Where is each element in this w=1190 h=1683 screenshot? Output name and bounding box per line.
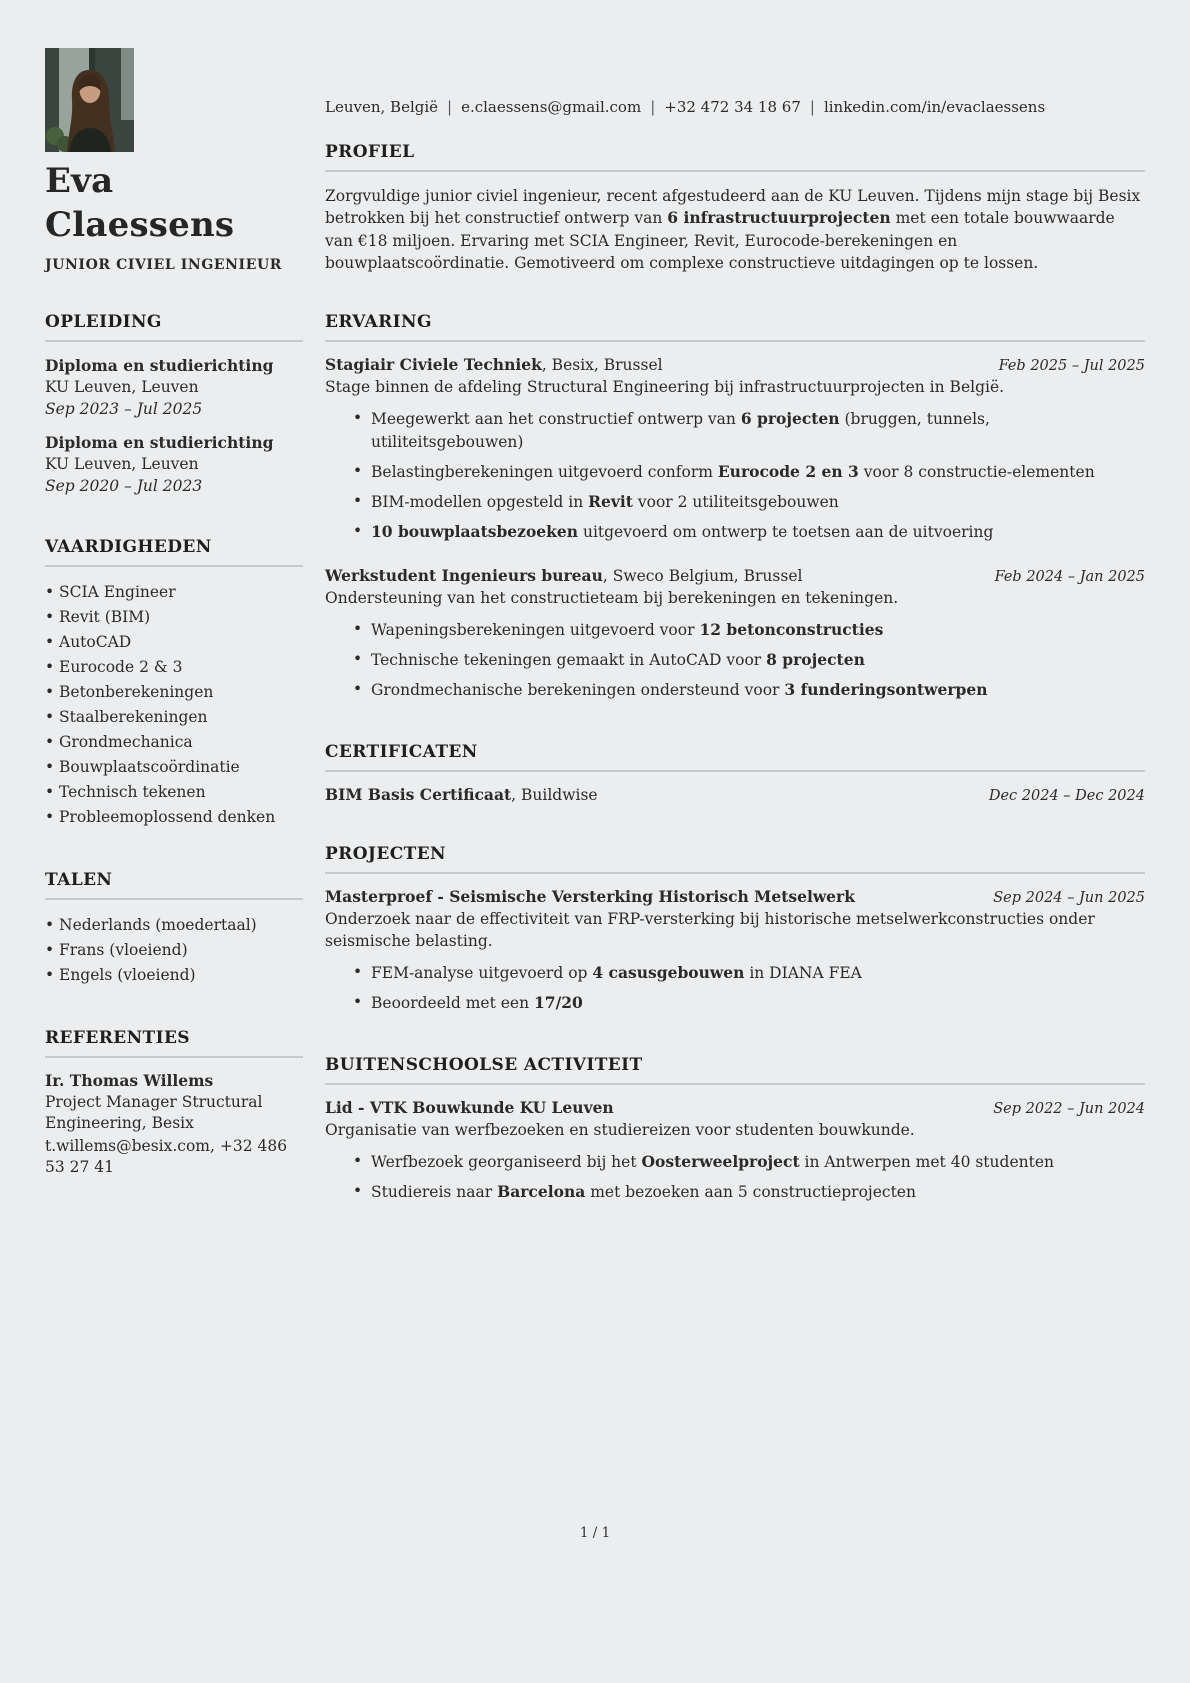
skill-label: Betonberekeningen — [59, 683, 214, 702]
bullet-dot: • — [353, 963, 363, 982]
section-certificaten — [325, 742, 1145, 804]
bullet-dot: • — [353, 522, 363, 541]
languages-list — [45, 913, 303, 988]
skill-item — [45, 730, 303, 755]
experience-entry — [325, 566, 1145, 702]
bullet-item — [325, 1180, 1145, 1204]
person-job-title: JUNIOR CIVIEL INGENIEUR — [45, 257, 283, 274]
certificate-name: BIM Basis Certificaat — [325, 785, 512, 805]
experience-role: Stagiair Civiele Techniek — [325, 355, 542, 375]
language-label: Nederlands (moedertaal) — [59, 916, 257, 935]
profiel-text-post: met een totale bouwwaarde van €18 miljoen. Ervaring met SCIA Engineer, Revit, Eurocode-berekeningen en bouwplaatscoördinatie. Gemotiveerd om complexe constructieve uitdagingen op te lossen. — [325, 209, 1115, 272]
bullet-dot: • — [45, 708, 55, 727]
skill-label: Eurocode 2 & 3 — [59, 658, 183, 677]
profiel-text-bold: 6 infrastructuurprojecten — [667, 208, 891, 228]
skill-label: Probleemoplossend denken — [59, 808, 276, 827]
bullet-text-bold: Oosterweelproject — [641, 1152, 800, 1172]
skill-label: Staalberekeningen — [59, 708, 208, 727]
bullet-item — [325, 520, 1145, 544]
project-date: Sep 2024 – Jun 2025 — [993, 890, 1145, 907]
skill-label: Grondmechanica — [59, 733, 193, 752]
bullet-dot: • — [353, 680, 363, 699]
profiel-text — [325, 185, 1145, 274]
bullet-text-bold: 8 projecten — [766, 650, 865, 670]
experience-description: Stage binnen de afdeling Structural Engineering bij infrastructuurprojecten in België. — [325, 378, 1005, 397]
bullet-dot: • — [45, 608, 55, 627]
vaardigheden-heading: VAARDIGHEDEN — [45, 537, 303, 567]
reference-role: Project Manager Structural Engineering, Besix — [45, 1093, 263, 1133]
language-item — [45, 913, 303, 938]
bullet-item — [325, 961, 1145, 985]
skill-item — [45, 780, 303, 805]
bullet-item — [325, 991, 1145, 1015]
skill-item — [45, 580, 303, 605]
activity-name: Lid - VTK Bouwkunde KU Leuven — [325, 1098, 614, 1118]
bullet-text-post: (bruggen, tunnels, utiliteitsgebouwen) — [371, 410, 990, 452]
skill-label: AutoCAD — [59, 633, 132, 652]
bullet-text-post: voor 8 constructie-elementen — [858, 463, 1095, 482]
experience-date: Feb 2025 – Jul 2025 — [998, 358, 1145, 375]
bullet-text-pre: Belastingberekeningen uitgevoerd conform — [371, 463, 718, 482]
bullet-text-pre: Technische tekeningen gemaakt in AutoCAD voor — [371, 651, 767, 670]
activity-title — [325, 1098, 614, 1117]
bullet-dot: • — [45, 966, 55, 985]
skill-item — [45, 705, 303, 730]
experience-bullets — [325, 407, 1145, 544]
left-column — [45, 312, 303, 1204]
bullet-text-post: in Antwerpen met 40 studenten — [799, 1153, 1054, 1172]
contact-separator: | — [650, 98, 656, 116]
contact-linkedin: linkedin.com/in/evaclaessens — [823, 98, 1046, 116]
bullet-text-pre: Meegewerkt aan het constructief ontwerp van — [371, 410, 741, 429]
profile-photo — [45, 48, 134, 152]
bullet-text-bold: Revit — [588, 492, 633, 512]
bullet-dot: • — [45, 733, 55, 752]
activity-description: Organisatie van werfbezoeken en studiereizen voor studenten bouwkunde. — [325, 1121, 915, 1140]
referenties-heading: REFERENTIES — [45, 1028, 303, 1058]
bullet-text-bold: 3 funderingsontwerpen — [784, 680, 988, 700]
section-ervaring — [325, 312, 1145, 702]
section-vaardigheden — [45, 537, 303, 830]
bullet-dot: • — [45, 633, 55, 652]
person-name — [45, 160, 303, 247]
bullet-item — [325, 490, 1145, 514]
bullet-text-pre: Werfbezoek georganiseerd bij het — [371, 1153, 642, 1172]
profiel-text-pre: Zorgvuldige junior civiel ingenieur, recent afgestudeerd aan de KU Leuven. Tijdens mijn stage bij Besix betrokken bij het constructief ontwerp van — [325, 187, 1141, 228]
ervaring-heading: ERVARING — [325, 312, 1145, 342]
contact-email: e.claessens@gmail.com — [461, 98, 642, 116]
bullet-text-pre: Beoordeeld met een — [371, 994, 534, 1013]
bullet-text-pre: Wapeningsberekeningen uitgevoerd voor — [371, 621, 700, 640]
bullet-text-pre: Grondmechanische berekeningen ondersteund voor — [371, 681, 785, 700]
bullet-dot: • — [45, 658, 55, 677]
education-school: KU Leuven, Leuven — [45, 455, 199, 473]
bullet-item — [325, 618, 1145, 642]
person-first-name: Eva — [45, 161, 114, 201]
main-content — [45, 312, 1145, 1204]
bullet-dot: • — [45, 916, 55, 935]
skill-item — [45, 655, 303, 680]
contact-separator: | — [809, 98, 815, 116]
bullet-text-bold: Eurocode 2 en 3 — [717, 462, 859, 482]
reference-contact: t.willems@besix.com, +32 486 53 27 41 — [45, 1137, 288, 1177]
profiel-heading: PROFIEL — [325, 142, 1145, 172]
bullet-text-pre: FEM-analyse uitgevoerd op — [371, 964, 593, 983]
bullet-item — [325, 460, 1145, 484]
skill-label: SCIA Engineer — [59, 583, 176, 602]
bullet-dot: • — [353, 462, 363, 481]
skill-label: Bouwplaatscoördinatie — [59, 758, 240, 777]
section-talen — [45, 870, 303, 988]
skill-item — [45, 805, 303, 830]
certificate-date: Dec 2024 – Dec 2024 — [988, 788, 1145, 805]
activity-entry — [325, 1098, 1145, 1204]
header — [45, 48, 1145, 274]
bullet-dot: • — [45, 758, 55, 777]
section-projecten — [325, 844, 1145, 1015]
bullet-dot: • — [353, 1152, 363, 1171]
experience-entry — [325, 355, 1145, 544]
education-date: Sep 2020 – Jul 2023 — [45, 476, 203, 495]
right-column — [325, 312, 1145, 1204]
section-buitenschoolse-activiteit — [325, 1055, 1145, 1204]
bullet-text-bold: 12 betonconstructies — [699, 620, 884, 640]
skill-item — [45, 755, 303, 780]
contact-phone: +32 472 34 18 67 — [664, 98, 801, 116]
certificaten-heading: CERTIFICATEN — [325, 742, 1145, 772]
section-referenties — [45, 1028, 303, 1178]
bullet-dot: • — [45, 808, 55, 827]
education-school: KU Leuven, Leuven — [45, 377, 199, 396]
certificate-title — [325, 785, 598, 804]
bullet-dot: • — [45, 941, 55, 960]
talen-heading: TALEN — [45, 870, 303, 900]
bullet-dot: • — [353, 993, 363, 1012]
certificate-issuer: , Buildwise — [511, 786, 598, 805]
bullet-dot: • — [45, 583, 55, 602]
experience-company: , Besix, Brussel — [541, 356, 663, 375]
experience-date: Feb 2024 – Jan 2025 — [994, 569, 1145, 586]
contact-separator: | — [447, 98, 453, 116]
experience-description: Ondersteuning van het constructieteam bij berekeningen en tekeningen. — [325, 589, 899, 608]
bullet-text-bold: 4 casusgebouwen — [592, 963, 745, 983]
language-item — [45, 938, 303, 963]
skill-item — [45, 605, 303, 630]
projecten-heading: PROJECTEN — [325, 844, 1145, 874]
bullet-text-bold: 10 bouwplaatsbezoeken — [371, 522, 579, 542]
skill-item — [45, 630, 303, 655]
bullet-item — [325, 678, 1145, 702]
language-item — [45, 963, 303, 988]
project-entry — [325, 887, 1145, 1015]
section-profiel — [325, 142, 1145, 274]
header-right — [325, 48, 1145, 274]
education-title: Diploma en studierichting — [45, 433, 274, 453]
bullet-dot: • — [353, 620, 363, 639]
bullet-dot: • — [45, 783, 55, 802]
project-bullets — [325, 961, 1145, 1015]
skill-item — [45, 680, 303, 705]
bullet-text-pre: Studiereis naar — [371, 1183, 498, 1202]
bullet-item — [325, 407, 1145, 454]
person-last-name: Claessens — [45, 204, 235, 245]
education-title: Diploma en studierichting — [45, 356, 274, 376]
experience-bullets — [325, 618, 1145, 702]
education-date: Sep 2023 – Jul 2025 — [45, 399, 203, 418]
contact-location: Leuven, België — [325, 98, 439, 116]
skills-list — [45, 580, 303, 830]
page-number: 1 / 1 — [579, 1525, 611, 1541]
bullet-dot: • — [353, 1182, 363, 1201]
experience-title — [325, 355, 663, 374]
certificate-entry — [325, 785, 1145, 804]
bullet-text-bold: Barcelona — [497, 1182, 586, 1202]
bullet-text-post: in DIANA FEA — [744, 964, 862, 983]
language-label: Frans (vloeiend) — [59, 941, 188, 960]
bullet-text-post: met bezoeken aan 5 constructieprojecten — [585, 1183, 916, 1202]
experience-role: Werkstudent Ingenieurs bureau — [325, 566, 603, 586]
section-opleiding — [45, 312, 303, 497]
skill-label: Technisch tekenen — [59, 783, 206, 802]
bullet-text-pre: BIM-modellen opgesteld in — [371, 493, 589, 512]
activiteit-heading: BUITENSCHOOLSE ACTIVITEIT — [325, 1055, 1145, 1085]
bullet-text-post: voor 2 utiliteitsgebouwen — [632, 493, 839, 512]
language-label: Engels (vloeiend) — [59, 966, 196, 985]
bullet-dot: • — [353, 650, 363, 669]
project-title — [325, 887, 855, 906]
bullet-text-post: uitgevoerd om ontwerp te toetsen aan de uitvoering — [578, 523, 994, 542]
experience-title — [325, 566, 802, 585]
bullet-text-bold: 17/20 — [534, 993, 583, 1013]
bullet-text-bold: 6 projecten — [740, 409, 840, 429]
bullet-dot: • — [353, 492, 363, 511]
education-entry — [45, 355, 303, 420]
reference-name: Ir. Thomas Willems — [45, 1071, 214, 1091]
opleiding-heading: OPLEIDING — [45, 312, 303, 342]
bullet-item — [325, 648, 1145, 672]
bullet-dot: • — [353, 409, 363, 428]
identity-block — [45, 48, 303, 274]
education-entry — [45, 432, 303, 497]
bullet-item — [325, 1150, 1145, 1174]
contact-line — [325, 98, 1145, 116]
project-name: Masterproef - Seismische Versterking Historisch Metselwerk — [325, 887, 855, 907]
project-description: Onderzoek naar de effectiviteit van FRP-versterking bij historische metselwerkconstructies onder seismische belasting. — [325, 910, 1095, 951]
skill-label: Revit (BIM) — [59, 608, 151, 627]
bullet-dot: • — [45, 683, 55, 702]
activity-bullets — [325, 1150, 1145, 1204]
opleiding-list — [45, 355, 303, 497]
experience-company: , Sweco Belgium, Brussel — [602, 567, 803, 586]
activity-date: Sep 2022 – Jun 2024 — [993, 1101, 1145, 1118]
